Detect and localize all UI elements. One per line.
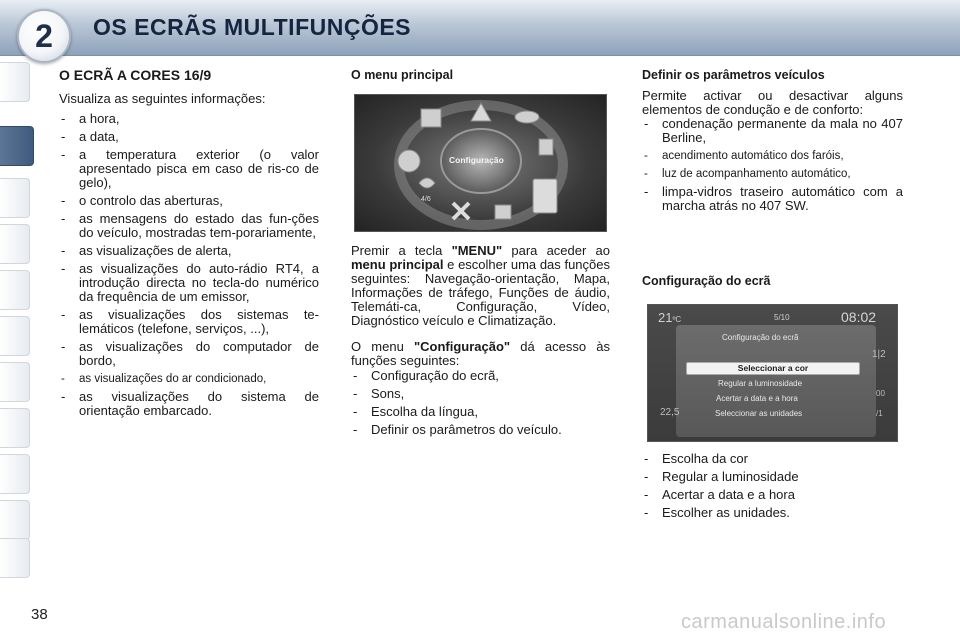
config-paragraph [351, 340, 610, 368]
section-title: Definir os parâmetros veículos [642, 68, 825, 82]
list-item: - as visualizações do ar condicionado, [59, 372, 319, 386]
section-intro: Permite activar ou desactivar alguns elementos de condução e de conforto: [642, 88, 903, 117]
info-list [59, 112, 319, 418]
screen-date: 5/10 [774, 313, 790, 322]
list-item: - Sons, [351, 387, 610, 401]
screen-config-title-block [642, 274, 903, 288]
chapter-tab-7[interactable] [0, 362, 30, 402]
menu-key-label: "MENU" [451, 243, 503, 258]
menu-screen-counter: 4/6 [421, 196, 431, 203]
list-item: - condenação permanente da mala no 407 Berline, [642, 117, 903, 145]
vehicle-params-list [642, 117, 903, 213]
screen-right-value: 1|2 [872, 349, 886, 360]
menu-paragraph [351, 244, 610, 328]
page-number: 38 [31, 606, 48, 623]
left-column [59, 68, 319, 422]
chapter-tab-5[interactable] [0, 270, 30, 310]
config-key-label: "Configuração" [413, 339, 511, 354]
page-header [0, 0, 960, 56]
chapter-tabs [0, 58, 38, 578]
screen-right-value: 00 [876, 389, 885, 398]
list-item: - Escolher as unidades. [642, 506, 903, 520]
section-intro: Visualiza as seguintes informações: [59, 91, 266, 106]
screen-temperature: 21ºC [658, 310, 682, 325]
screen-menu-title: Configuração do ecrã [722, 333, 799, 342]
settings-panel-icon [533, 179, 557, 213]
chapter-tab-2-active[interactable] [0, 126, 34, 166]
main-menu-screen-image [354, 94, 607, 232]
chapter-tab-8[interactable] [0, 408, 30, 448]
video-icon [495, 205, 511, 219]
map-icon [421, 109, 441, 127]
chapter-tab-9[interactable] [0, 454, 30, 494]
menu-screen-label: Configuração [449, 155, 504, 165]
middle-column-text [351, 244, 610, 441]
section-title: O menu principal [351, 68, 454, 82]
screen-selected-option[interactable]: Seleccionar a cor [686, 362, 860, 375]
screen-options-list [642, 452, 903, 520]
chapter-tab-10[interactable] [0, 500, 30, 540]
cd-icon [515, 111, 539, 123]
text-fragment: e escolher uma das funções seguintes: Navegação-orientação, Mapa, Informações de tráfego, Funções de áudio, Telemáti-ca, Configuração, Vídeo, Diagnóstico veículo e Climatização. [351, 257, 610, 328]
screen-right-value: /1 [876, 409, 883, 418]
screen-options-text [642, 452, 903, 524]
list-item: - limpa-vidros traseiro automático com a marcha atrás no 407 SW. [642, 185, 903, 213]
screen-config-image [647, 304, 898, 442]
text-fragment: dá acesso às funções seguintes: [351, 339, 611, 368]
chapter-tab-3[interactable] [0, 178, 30, 218]
list-item: - luz de acompanhamento automático, [642, 167, 903, 181]
list-item: - as visualizações dos sistemas te-lemáticos (telefone, serviços, ...), [59, 308, 319, 336]
phone-icon [539, 139, 553, 155]
chapter-number: 2 [35, 17, 53, 54]
screen-left-value: 22,5 [660, 407, 680, 418]
list-item: - as visualizações do computador de bordo, [59, 340, 319, 368]
list-item: - Definir os parâmetros do veículo. [351, 423, 610, 437]
list-item: - o controlo das aberturas, [59, 194, 319, 208]
list-item: - acendimento automático dos faróis, [642, 149, 903, 163]
navigation-icon [398, 150, 420, 172]
climate-icon [419, 178, 435, 188]
list-item: - as visualizações do auto-rádio RT4, a introdução directa no tecla-do numérico da frequência de um emissor, [59, 262, 319, 304]
list-item: - as mensagens do estado das fun-ções do veículo, mostradas tem-porariamente, [59, 212, 319, 240]
right-column [642, 68, 903, 217]
config-list [351, 369, 610, 437]
watermark: carmanualsonline.info [681, 611, 887, 633]
section-title: Configuração do ecrã [642, 274, 771, 288]
list-item: - a temperatura exterior (o valor apresentado pisca em caso de ris-co de gelo), [59, 148, 319, 190]
list-item: - Escolha da cor [642, 452, 903, 466]
list-item: - a data, [59, 130, 319, 144]
middle-column [351, 68, 610, 82]
screen-option[interactable]: Regular a luminosidade [718, 379, 803, 388]
list-item: - a hora, [59, 112, 319, 126]
chapter-tab-4[interactable] [0, 224, 30, 264]
list-item: - Escolha da língua, [351, 405, 610, 419]
list-item: - Acertar a data e a hora [642, 488, 903, 502]
page-title: OS ECRÃS MULTIFUNÇÕES [93, 14, 412, 40]
text-fragment: O menu [351, 339, 414, 354]
main-menu-label: menu principal [351, 257, 444, 272]
section-title: O ECRÃ A CORES 16/9 [59, 67, 212, 83]
list-item: - Configuração do ecrã, [351, 369, 610, 383]
list-item: - Regular a luminosidade [642, 470, 903, 484]
text-fragment: para aceder ao [502, 243, 610, 258]
chapter-tab-1[interactable] [0, 62, 30, 102]
list-item: - as visualizações de alerta, [59, 244, 319, 258]
chapter-badge [17, 9, 71, 63]
screen-option[interactable]: Seleccionar as unidades [715, 409, 803, 418]
text-fragment: Premir a tecla [351, 243, 452, 258]
list-item: - as visualizações do sistema de orientação embarcado. [59, 390, 319, 418]
screen-option[interactable]: Acertar a data e a hora [716, 394, 798, 403]
screen-time: 08:02 [841, 309, 877, 325]
chapter-tab-6[interactable] [0, 316, 30, 356]
chapter-tab-11[interactable] [0, 538, 30, 578]
